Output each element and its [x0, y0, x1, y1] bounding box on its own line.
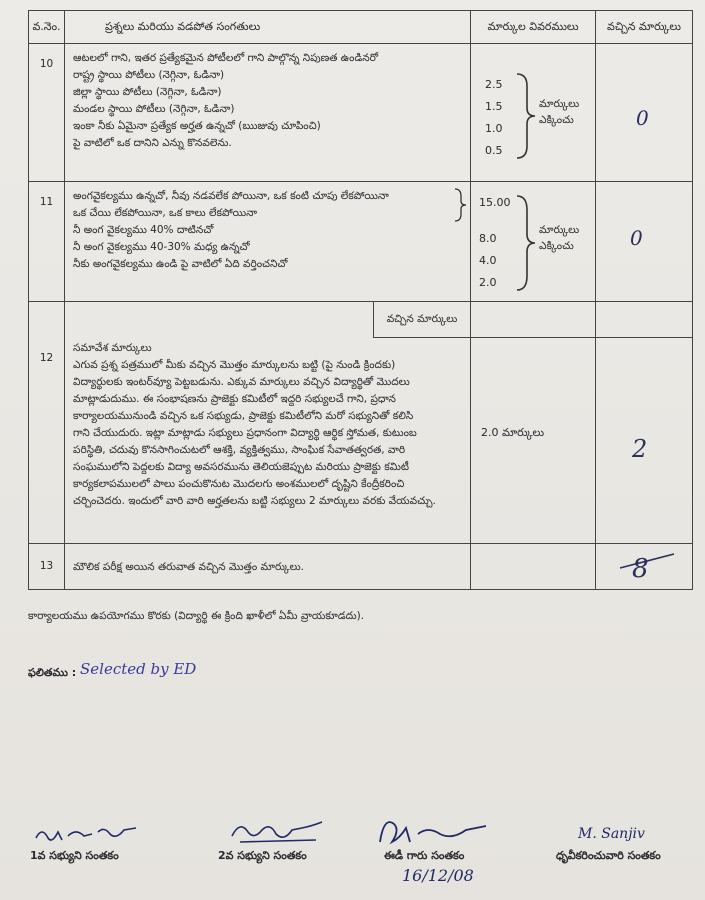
question-line: సంఘములోని పెద్దలకు విద్యా అవసరమును తెలియజెప్పుట మరియు ప్రాజెక్టు కమిటీ — [73, 461, 409, 473]
subheader-obtained: వచ్చిన మార్కులు — [374, 302, 471, 338]
question-line: కార్యాలయమునుండి వచ్చిన ఒక సభ్యుడు, ప్రాజెక్టు కమిటీలోని మరో సభ్యునితో కలిసి — [73, 410, 414, 422]
question-line: ఒక చేయి లేకపోయినా, ఒక కాలు లేకపోయినా — [73, 207, 258, 219]
member1-signature-icon — [32, 818, 142, 848]
strike-mark-icon — [618, 550, 676, 572]
table-header-row — [29, 11, 693, 44]
office-use-note: కార్యాలయము ఉపయోగము కొరకు (విద్యార్థి ఈ క్రింది ఖాళీలో ఏమీ వ్రాయకూడదు). — [28, 610, 365, 622]
question-line: గాని చేయుదురు. ఇట్లా మాట్లాడు సభ్యులు ప్రధానంగా విద్యార్థి ఆర్థిక స్తోమత, కుటుంబ — [73, 427, 417, 439]
question-cell — [65, 182, 471, 302]
mark-value: 2.5 — [485, 78, 503, 91]
obtained-cell — [596, 182, 693, 302]
obtained-mark: 8 — [632, 554, 649, 584]
obtained-mark: 0 — [630, 226, 643, 250]
question-line: మౌలిక పరీక్ష అయిన తరువాత వచ్చిన మొత్తం మార్కులు. — [73, 561, 305, 573]
marks-label-line: ఎక్కించు — [539, 114, 574, 127]
table-row — [29, 302, 693, 338]
question-cell — [65, 44, 471, 182]
table-row — [29, 44, 693, 182]
question-line: నీ అంగ వైకల్యము 40% దాటినచో — [73, 224, 214, 236]
question-line: రాష్ట్ర స్థాయి పోటీలు (నెగ్గినా, ఓడినా) — [73, 69, 225, 81]
question-line: కార్యకలాపములలో పాలు పంచుకొనుట మొదలగు అంశములలో దృష్టిని కేంద్రీకరించి — [73, 478, 405, 490]
header-sno: వ.నెం. — [29, 11, 65, 44]
obtained-cell — [596, 44, 693, 182]
question-line: జిల్లా స్థాయి పోటీలు (నెగ్గినా, ఓడినా) — [73, 86, 222, 98]
question-line: చర్చించెదరు. ఇందులో వారి వారి అర్హతలను బట్టి సభ్యులు 2 మార్కులు వరకు వేయవచ్చు. — [73, 495, 436, 507]
question-line: పరిస్థితి, చదువు కొనసాగించుటలో ఆశక్తి, వ్యక్తిత్వము, సాంఘిక సేవాతత్వరత, వారి — [73, 444, 406, 456]
row-number: 10 — [29, 44, 65, 182]
question-line: అంగవైకల్యము ఉన్నచో, నీవు నడవలేక పోయినా, ఒక కంటి చూపు లేకపోయినా — [73, 190, 389, 202]
marks-label-line: ఎక్కించు — [539, 240, 574, 253]
marks-table — [28, 10, 693, 590]
approver-name: M. Sanjiv — [578, 826, 645, 842]
question-cell — [65, 338, 471, 544]
question-line: నీ అంగ వైకల్యము 40-30% మధ్య ఉన్నచో — [73, 241, 250, 253]
marks-detail-cell — [471, 338, 596, 544]
marks-detail-cell — [471, 44, 596, 182]
mark-value: 1.0 — [485, 122, 503, 135]
header-marks-detail: మార్కుల వివరములు — [471, 11, 596, 44]
marks-label-line: మార్కులు — [539, 98, 580, 110]
header-marks-obtained: వచ్చిన మార్కులు — [596, 11, 693, 44]
question-line: నీకు అంగవైకల్యము ఉండి పై వాటిలో ఏది వర్తించనిచో — [73, 258, 288, 270]
obtained-mark: 0 — [636, 106, 649, 130]
question-cell — [65, 544, 471, 590]
table-row — [29, 544, 693, 590]
mark-value: 2.0 — [479, 276, 497, 289]
blank-cell — [471, 302, 596, 338]
mark-value: 2.0 మార్కులు — [481, 426, 545, 439]
approver-signature-label: ధృవీకరించువారి సంతకం — [556, 849, 661, 862]
marks-detail-cell — [471, 182, 596, 302]
question-line: మండల స్థాయి పోటీలు (నెగ్గినా, ఓడినా) — [73, 103, 235, 115]
marks-label — [539, 222, 579, 255]
question-line: మాట్లాడుదుము. ఈ సంభాషణను ప్రాజెక్టు కమిటీలో ఇద్దరి సభ్యులచే గాని, ప్రధాన — [73, 393, 396, 405]
donor-signature-label: ఈడీ గారు సంతకం — [384, 849, 465, 862]
row-number: 12 — [29, 302, 65, 544]
member1-signature-label: 1వ సభ్యుని సంతకం — [30, 849, 119, 862]
row-number: 11 — [29, 182, 65, 302]
mark-value: 15.00 — [479, 196, 511, 209]
question-line: ఇంకా నీకు ఏమైనా ప్రత్యేక అర్హత ఉన్నచో (ఋజువు చూపించి) — [73, 120, 321, 132]
mark-value: 4.0 — [479, 254, 497, 267]
marks-label — [539, 96, 579, 129]
marks-label-line: మార్కులు — [539, 224, 580, 236]
blank-cell — [65, 302, 374, 338]
obtained-cell — [596, 338, 693, 544]
row-number: 13 — [29, 544, 65, 590]
mark-value: 8.0 — [479, 232, 497, 245]
obtained-mark: 2 — [632, 435, 648, 463]
mark-value: 0.5 — [485, 144, 503, 157]
result-label: ఫలితము : — [28, 666, 77, 679]
right-brace-icon — [515, 194, 537, 292]
header-question: ప్రశ్నలు మరియు వడపోత సంగతులు — [65, 11, 471, 44]
table-row — [29, 338, 693, 544]
marks-detail-cell — [471, 544, 596, 590]
question-line: విద్యార్థులకు ఇంటర్‌వ్యూ పెట్టబడును. ఎక్కువ మార్కులు వచ్చిన విద్యార్థితో మొదలు — [73, 376, 410, 388]
table-row — [29, 182, 693, 302]
member2-signature-icon — [226, 814, 326, 848]
question-line: ఆటలలో గాని, ఇతర ప్రత్యేకమైన పోటీలలో గాని పాల్గొన్న నిపుణత ఉండినరో — [73, 52, 379, 64]
right-brace-icon — [515, 72, 537, 160]
mark-value: 1.5 — [485, 100, 503, 113]
right-brace-icon — [454, 188, 468, 222]
member2-signature-label: 2వ సభ్యుని సంతకం — [218, 849, 307, 862]
donor-signature-icon — [370, 808, 490, 852]
question-line: పై వాటిలో ఒక దానిని ఎన్ను కొనవలెను. — [73, 137, 232, 149]
signature-date: 16/12/08 — [402, 866, 474, 885]
obtained-cell — [596, 544, 693, 590]
blank-cell — [596, 302, 693, 338]
result-handwritten: Selected by ED — [80, 660, 197, 678]
question-line: ఎగువ ప్రశ్న పత్రములో మీకు వచ్చిన మొత్తం మార్కులను బట్టి (పై నుండి క్రిందకు) — [73, 359, 396, 371]
section-title: సమావేశ మార్కులు — [73, 342, 152, 354]
